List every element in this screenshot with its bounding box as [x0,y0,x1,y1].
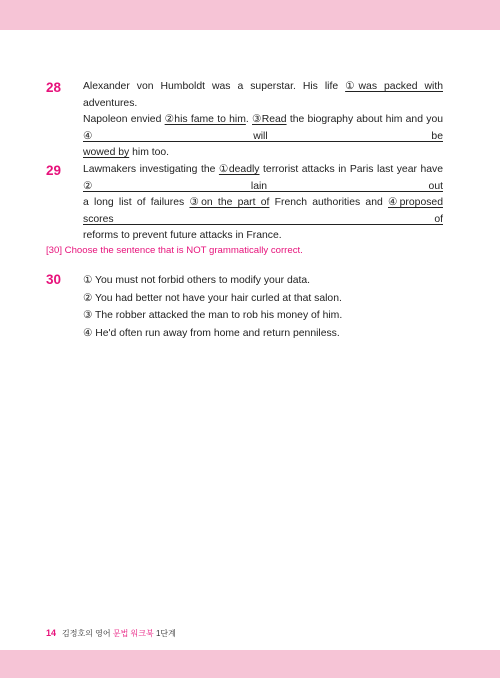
underlined-option-2: ②lain out [83,180,443,192]
q29-line-3 [83,228,443,245]
text-segment: Lawmakers investigating the [83,164,219,175]
underlined-option-4: ④will be [83,130,443,142]
choice-2: ② You had better not have your hair curled at that salon. [83,292,342,304]
page-footer [46,628,176,639]
page-number: 14 [46,628,57,638]
underlined-option-1: ①was packed with [345,81,443,92]
underlined-option-2: ②his fame to him [164,114,246,125]
text-segment: reforms to prevent future attacks in France. [83,230,282,241]
choice-1: ① You must not forbid others to modify your data. [83,275,311,286]
underlined-option-4: ④proposed scores of [83,197,443,225]
text-segment: Napoleon envied [83,114,165,125]
text-segment: terrorist attacks in Paris last year have [259,164,443,175]
text-segment: adventures. [83,97,138,109]
q28-line-1 [83,79,443,112]
footer-band [0,650,500,678]
text-segment: Alexander von Humboldt was a superstar. His life [83,81,346,92]
question-number-28: 28 [46,80,62,95]
choice-3: ③ The robber attacked the man to rob his money of him. [83,310,343,321]
underlined-option-1: ①deadly [218,164,260,175]
text-segment: French authorities and [269,197,388,208]
footer-text-c: 1단계 [153,629,176,638]
instruction-text: [30] Choose the sentence that is NOT grammatically correct. [46,245,303,256]
question-number-29: 29 [46,163,62,178]
question-text-28 [83,79,443,162]
underlined-option-4-cont: wowed by [83,147,130,158]
q29-line-1 [83,162,443,195]
text-segment: . [245,114,253,125]
footer-text-b: 문법 워크북 [112,629,154,638]
text-segment: him too. [129,147,170,158]
text-segment: a long list of failures [83,197,190,208]
question-text-29 [83,162,443,245]
underlined-option-3: ③Read [252,114,287,125]
underlined-option-3: ③on the part of [189,197,270,208]
q28-line-2 [83,112,443,145]
footer-text-a: 김정호의 영어 [62,629,113,638]
header-band [0,0,500,30]
choice-4: ④ He'd often run away from home and return penniless. [83,327,340,339]
q29-line-2 [83,195,443,228]
q28-line-3 [83,145,443,162]
text-segment: the biography about him and you [286,114,444,125]
question-number-30: 30 [46,272,62,287]
question-30-choices [83,272,342,342]
